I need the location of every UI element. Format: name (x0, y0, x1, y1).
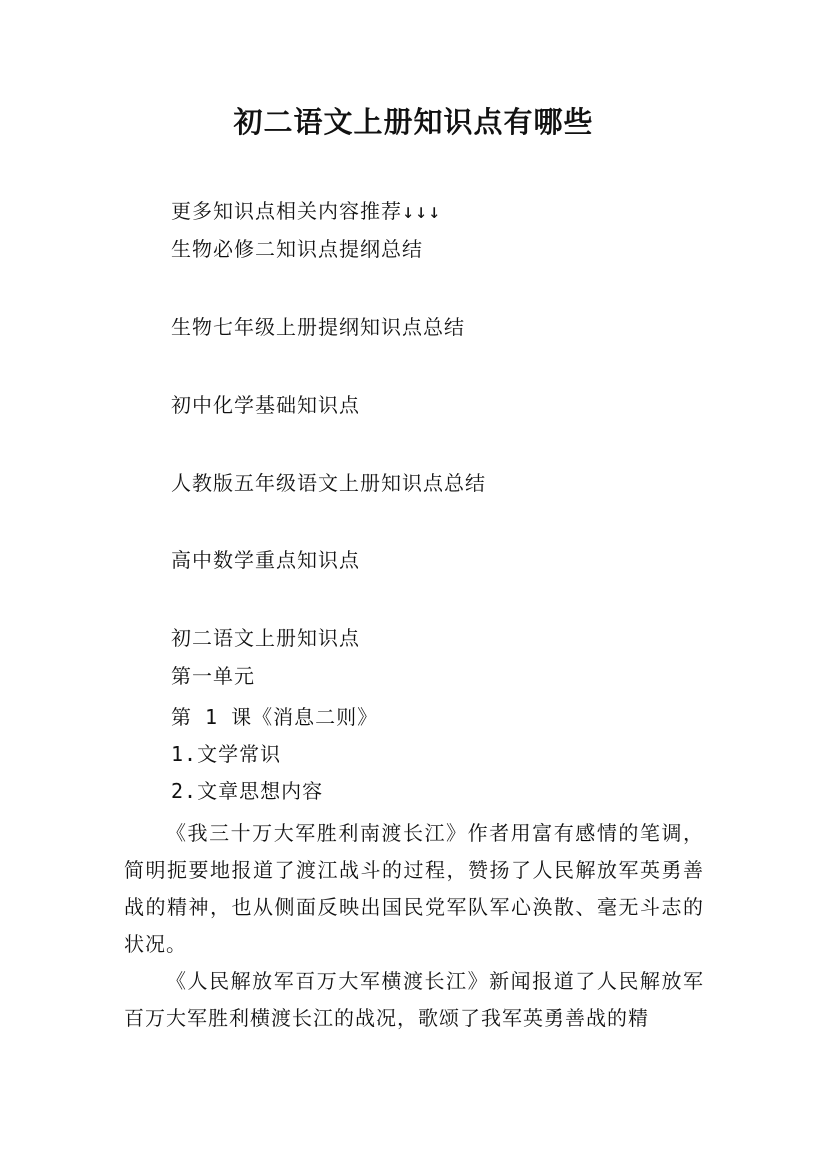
recommend-link-4[interactable]: 人教版五年级语文上册知识点总结 (171, 471, 486, 495)
list-item-literary-knowledge: 1.文学常识 (171, 742, 282, 766)
recommend-link-1[interactable]: 生物必修二知识点提纲总结 (171, 237, 423, 261)
paragraph-1: 《我三十万大军胜利南渡长江》作者用富有感情的笔调，简明扼要地报道了渡江战斗的过程，赞扬了人民解放军英勇善战的精神，也从侧面反映出国民党军队军心涣散、毫无斗志的状况。 (124, 821, 704, 956)
section-heading: 初二语文上册知识点 (171, 626, 360, 650)
recommend-link-5[interactable]: 高中数学重点知识点 (171, 548, 360, 572)
list-item-article-content: 2.文章思想内容 (171, 779, 324, 803)
lesson-heading: 第 1 课《消息二则》 (171, 705, 379, 729)
page-title: 初二语文上册知识点有哪些 (233, 105, 594, 139)
unit-heading: 第一单元 (171, 664, 255, 688)
recommend-heading: 更多知识点相关内容推荐↓↓↓ (171, 199, 442, 223)
paragraph-2: 《人民解放军百万大军横渡长江》新闻报道了人民解放军百万大军胜利横渡长江的战况，歌颂了我军英勇善战的精 (124, 969, 704, 1030)
recommend-link-3[interactable]: 初中化学基础知识点 (171, 393, 360, 417)
recommend-link-2[interactable]: 生物七年级上册提纲知识点总结 (171, 315, 465, 339)
